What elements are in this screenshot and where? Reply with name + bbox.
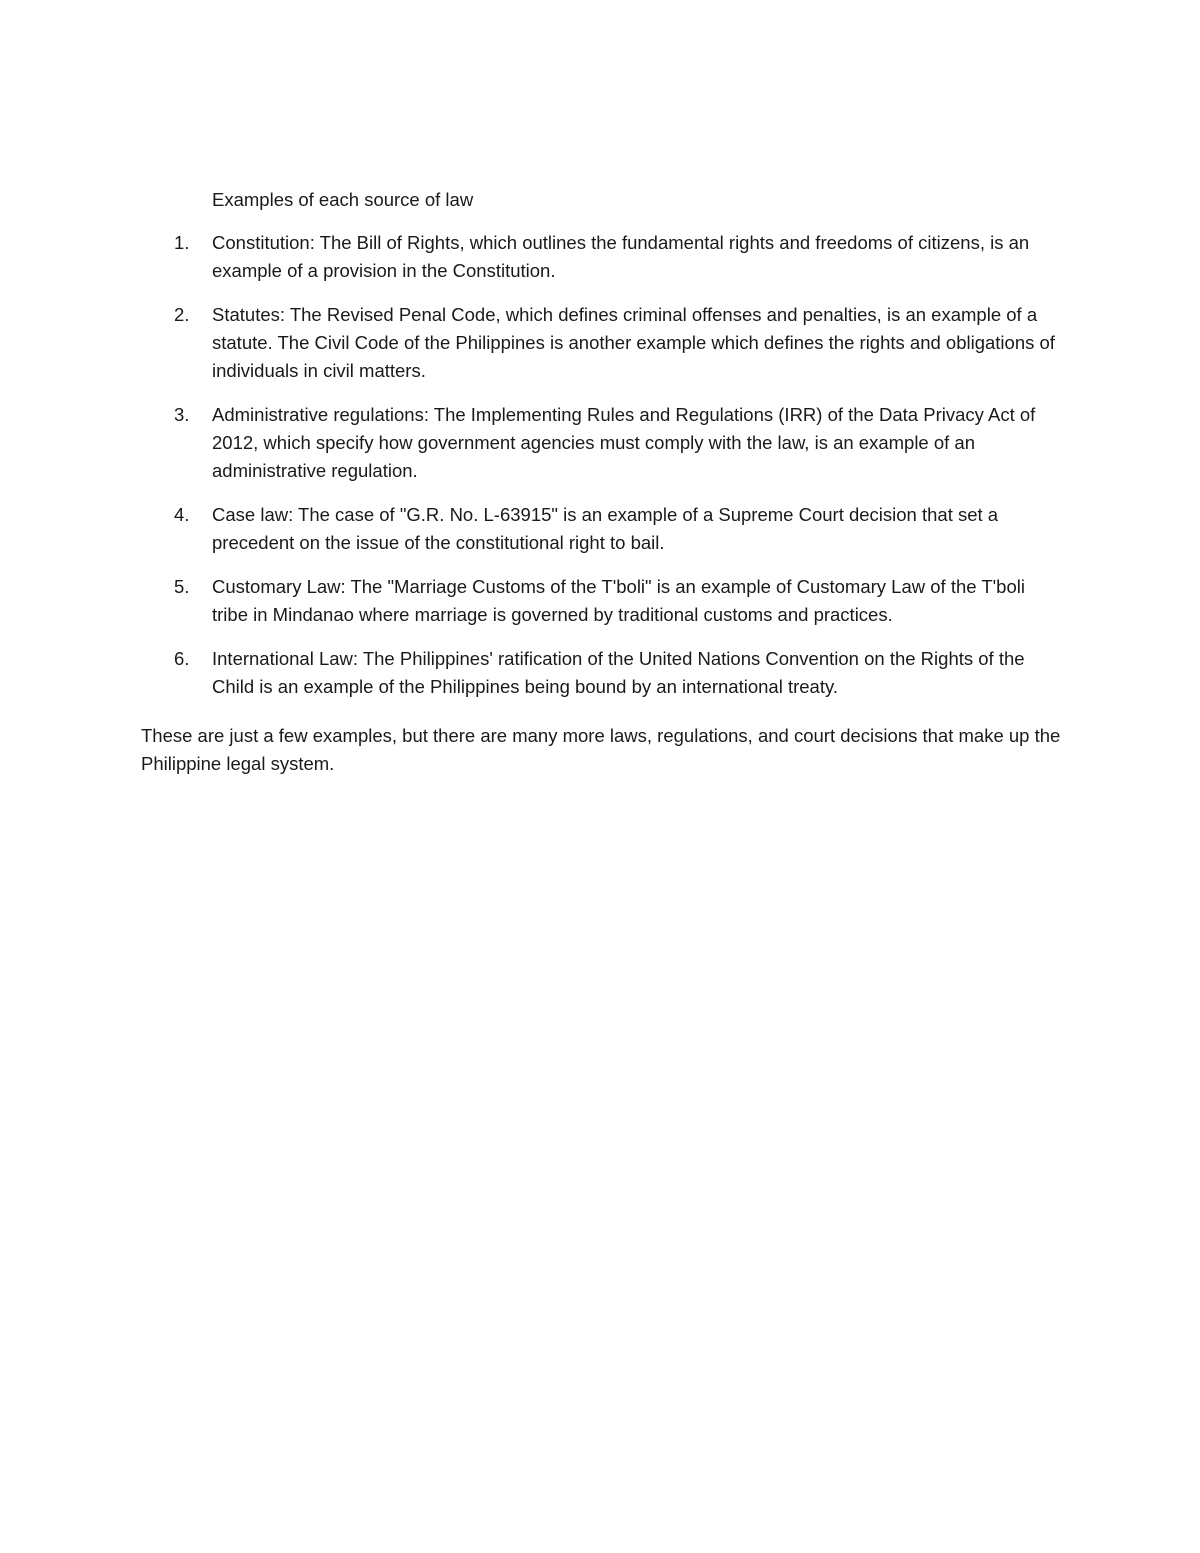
list-item-international-law — [0, 645, 1200, 701]
list-item-statutes — [0, 301, 1200, 385]
list-item-text: Constitution: The Bill of Rights, which outlines the fundamental rights and freedoms of citizens, is an example of a provision in the Constitution. — [212, 232, 1030, 281]
list-item-case-law — [0, 501, 1200, 557]
list-item-text: International Law: The Philippines' ratification of the United Nations Convention on the Rights of the Child is an example of the Philippines being bound by an international treaty. — [212, 648, 1025, 697]
closing-paragraph: These are just a few examples, but there are many more laws, regulations, and court decisions that make up the Philippine legal system. — [141, 725, 1061, 774]
list-item-constitution — [0, 229, 1200, 285]
list-item-text: Statutes: The Revised Penal Code, which defines criminal offenses and penalties, is an example of a statute. The Civil Code of the Philippines is another example which defines the rights and obligations of individuals in civil matters. — [212, 304, 1055, 381]
list-item-number: 5. — [174, 576, 190, 597]
list-item-administrative-regulations — [0, 401, 1200, 485]
list-item-number: 4. — [174, 504, 190, 525]
list-item-number: 6. — [174, 648, 190, 669]
list-item-text: Case law: The case of "G.R. No. L-63915" is an example of a Supreme Court decision that set a precedent on the issue of the constitutional right to bail. — [212, 504, 999, 553]
list-item-number: 3. — [174, 404, 190, 425]
list-item-customary-law — [0, 573, 1200, 629]
list-item-text: Administrative regulations: The Implementing Rules and Regulations (IRR) of the Data Privacy Act of 2012, which specify how government agencies must comply with the law, is an example of an administrative regulation. — [212, 404, 1036, 481]
document-heading: Examples of each source of law — [212, 189, 474, 210]
sources-of-law-list — [0, 229, 1200, 717]
list-item-text: Customary Law: The "Marriage Customs of the T'boli" is an example of Customary Law of the T'boli tribe in Mindanao where marriage is governed by traditional customs and practices. — [212, 576, 1025, 625]
list-item-number: 1. — [174, 232, 190, 253]
list-item-number: 2. — [174, 304, 190, 325]
